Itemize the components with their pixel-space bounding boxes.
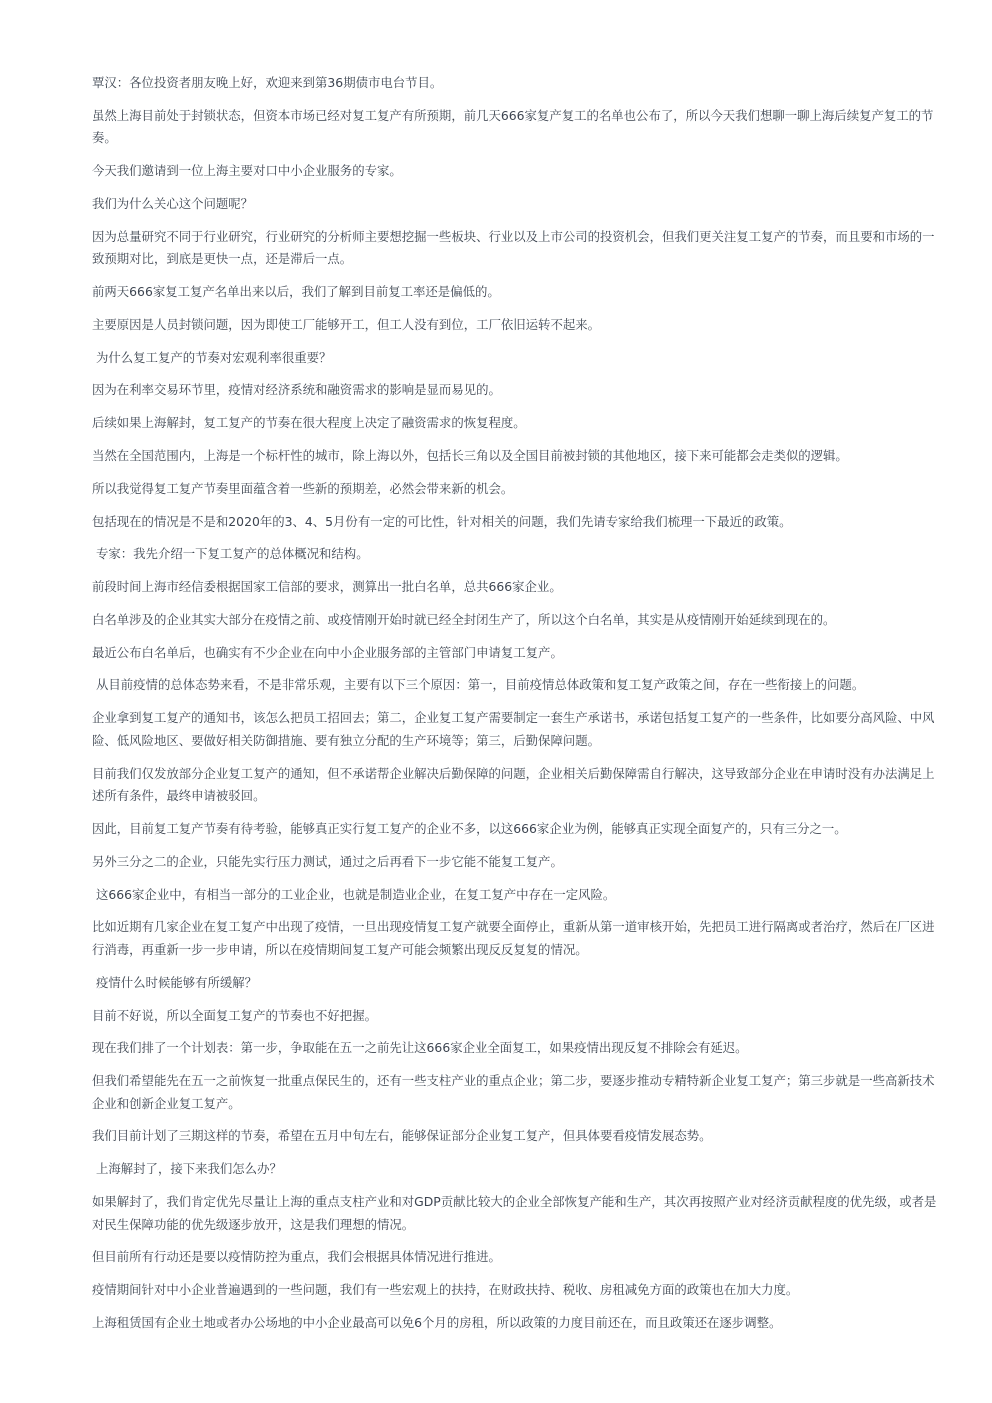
paragraph: 但我们希望能先在五一之前恢复一批重点保民生的，还有一些支柱产业的重点企业；第二步，要逐步推动专精特新企业复工复产；第三步就是一些高新技术企业和创新企业复工复产。 bbox=[92, 1073, 935, 1111]
paragraph: 白名单涉及的企业其实大部分在疫情之前、或疫情刚开始时就已经全封闭生产了，所以这个白名单，其实是从疫情刚开始延续到现在的。 bbox=[92, 611, 836, 627]
paragraph: 最近公布白名单后，也确实有不少企业在向中小企业服务部的主管部门申请复工复产。 bbox=[92, 644, 563, 660]
paragraph: 我们目前计划了三期这样的节奏，希望在五月中旬左右，能够保证部分企业复工复产，但具体要看疫情发展态势。 bbox=[92, 1128, 712, 1144]
paragraph: 从目前疫情的总体态势来看，不是非常乐观，主要有以下三个原因：第一，目前疫情总体政策和复工复产政策之间，存在一些衔接上的问题。 bbox=[96, 677, 865, 693]
paragraph: 目前我们仅发放部分企业复工复产的通知，但不承诺帮企业解决后勤保障的问题，企业相关后勤保障需自行解决，这导致部分企业在申请时没有办法满足上述所有条件，最终申请被驳回。 bbox=[92, 765, 935, 804]
paragraph: 因此，目前复工复产节奏有待考验，能够真正实行复工复产的企业不多，以这666家企业为例，能够真正实现全面复产的，只有三分之一。 bbox=[92, 821, 847, 836]
paragraph: 后续如果上海解封，复工复产的节奏在很大程度上决定了融资需求的恢复程度。 bbox=[92, 415, 526, 431]
paragraph: 为什么复工复产的节奏对宏观利率很重要？ bbox=[96, 349, 332, 365]
paragraph: 覃汉：各位投资者朋友晚上好，欢迎来到第36期债市电台节目。 bbox=[92, 75, 443, 90]
paragraph: 疫情什么时候能够有所缓解？ bbox=[96, 974, 258, 990]
paragraph: 因为在利率交易环节里，疫情对经济系统和融资需求的影响是显而易见的。 bbox=[92, 382, 501, 398]
paragraph: 今天我们邀请到一位上海主要对口中小企业服务的专家。 bbox=[92, 163, 402, 179]
paragraph: 前两天666家复工复产名单出来以后，我们了解到目前复工率还是偏低的。 bbox=[92, 284, 500, 300]
paragraph: 目前不好说，所以全面复工复产的节奏也不好把握。 bbox=[92, 1007, 377, 1023]
document-body bbox=[92, 72, 944, 1345]
paragraph: 疫情期间针对中小企业普遍遇到的一些问题，我们有一些宏观上的扶持，在财政扶持、税收、房租减免方面的政策也在加大力度。 bbox=[92, 1282, 799, 1298]
paragraph: 另外三分之二的企业，只能先实行压力测试，通过之后再看下一步它能不能复工复产。 bbox=[92, 853, 563, 869]
paragraph: 专家：我先介绍一下复工复产的总体概况和结构。 bbox=[96, 546, 369, 562]
paragraph: 上海租赁国有企业土地或者办公场地的中小企业最高可以免6个月的房租，所以政策的力度目前还在，而且政策还在逐步调整。 bbox=[92, 1314, 782, 1330]
paragraph: 现在我们排了一个计划表：第一步，争取能在五一之前先让这666家企业全面复工，如果疫情出现反复不排除会有延迟。 bbox=[92, 1040, 748, 1056]
paragraph: 上海解封了，接下来我们怎么办？ bbox=[96, 1161, 282, 1177]
paragraph: 企业拿到复工复产的通知书，该怎么把员工招回去；第二，企业复工复产需要制定一套生产承诺书，承诺包括复工复产的一些条件，比如要分高风险、中风险、低风险地区、要做好相关防御措施、要有独立分配的生产环境等；第三，后勤保障问题。 bbox=[92, 710, 935, 748]
paragraph: 前段时间上海市经信委根据国家工信部的要求，测算出一批白名单，总共666家企业。 bbox=[92, 579, 562, 595]
paragraph: 我们为什么关心这个问题呢？ bbox=[92, 195, 254, 211]
paragraph: 当然在全国范围内，上海是一个标杆性的城市，除上海以外，包括长三角以及全国目前被封锁的其他地区，接下来可能都会走类似的逻辑。 bbox=[92, 448, 848, 463]
paragraph: 包括现在的情况是不是和2020年的3、4、5月份有一定的可比性，针对相关的问题，我们先请专家给我们梳理一下最近的政策。 bbox=[92, 513, 792, 529]
paragraph: 虽然上海目前处于封锁状态，但资本市场已经对复工复产有所预期，前几天666家复产复工的名单也公布了，所以今天我们想聊一聊上海后续复产复工的节奏。 bbox=[92, 107, 934, 146]
paragraph: 主要原因是人员封锁问题，因为即使工厂能够开工，但工人没有到位，工厂依旧运转不起来。 bbox=[92, 316, 601, 332]
paragraph: 因为总量研究不同于行业研究，行业研究的分析师主要想挖掘一些板块、行业以及上市公司的投资机会，但我们更关注复工复产的节奏，而且要和市场的一致预期对比，到底是更快一点，还是滞后一点。 bbox=[92, 228, 935, 267]
paragraph: 如果解封了，我们肯定优先尽量让上海的重点支柱产业和对GDP贡献比较大的企业全部恢复产能和生产，其次再按照产业对经济贡献程度的优先级，或者是对民生保障功能的优先级逐步放开，这是我们理想的情况。 bbox=[92, 1194, 937, 1232]
paragraph: 但目前所有行动还是要以疫情防控为重点，我们会根据具体情况进行推进。 bbox=[92, 1249, 501, 1265]
paragraph: 这666家企业中，有相当一部分的工业企业，也就是制造业企业，在复工复产中存在一定风险。 bbox=[96, 886, 616, 902]
paragraph: 所以我觉得复工复产节奏里面蕴含着一些新的预期差，必然会带来新的机会。 bbox=[92, 480, 514, 496]
paragraph: 比如近期有几家企业在复工复产中出现了疫情，一旦出现疫情复工复产就要全面停止，重新从第一道审核开始，先把员工进行隔离或者治疗，然后在厂区进行消毒，再重新一步一步申请，所以在疫情期间复工复产可能会频繁出现反反复复的情况。 bbox=[92, 919, 935, 957]
